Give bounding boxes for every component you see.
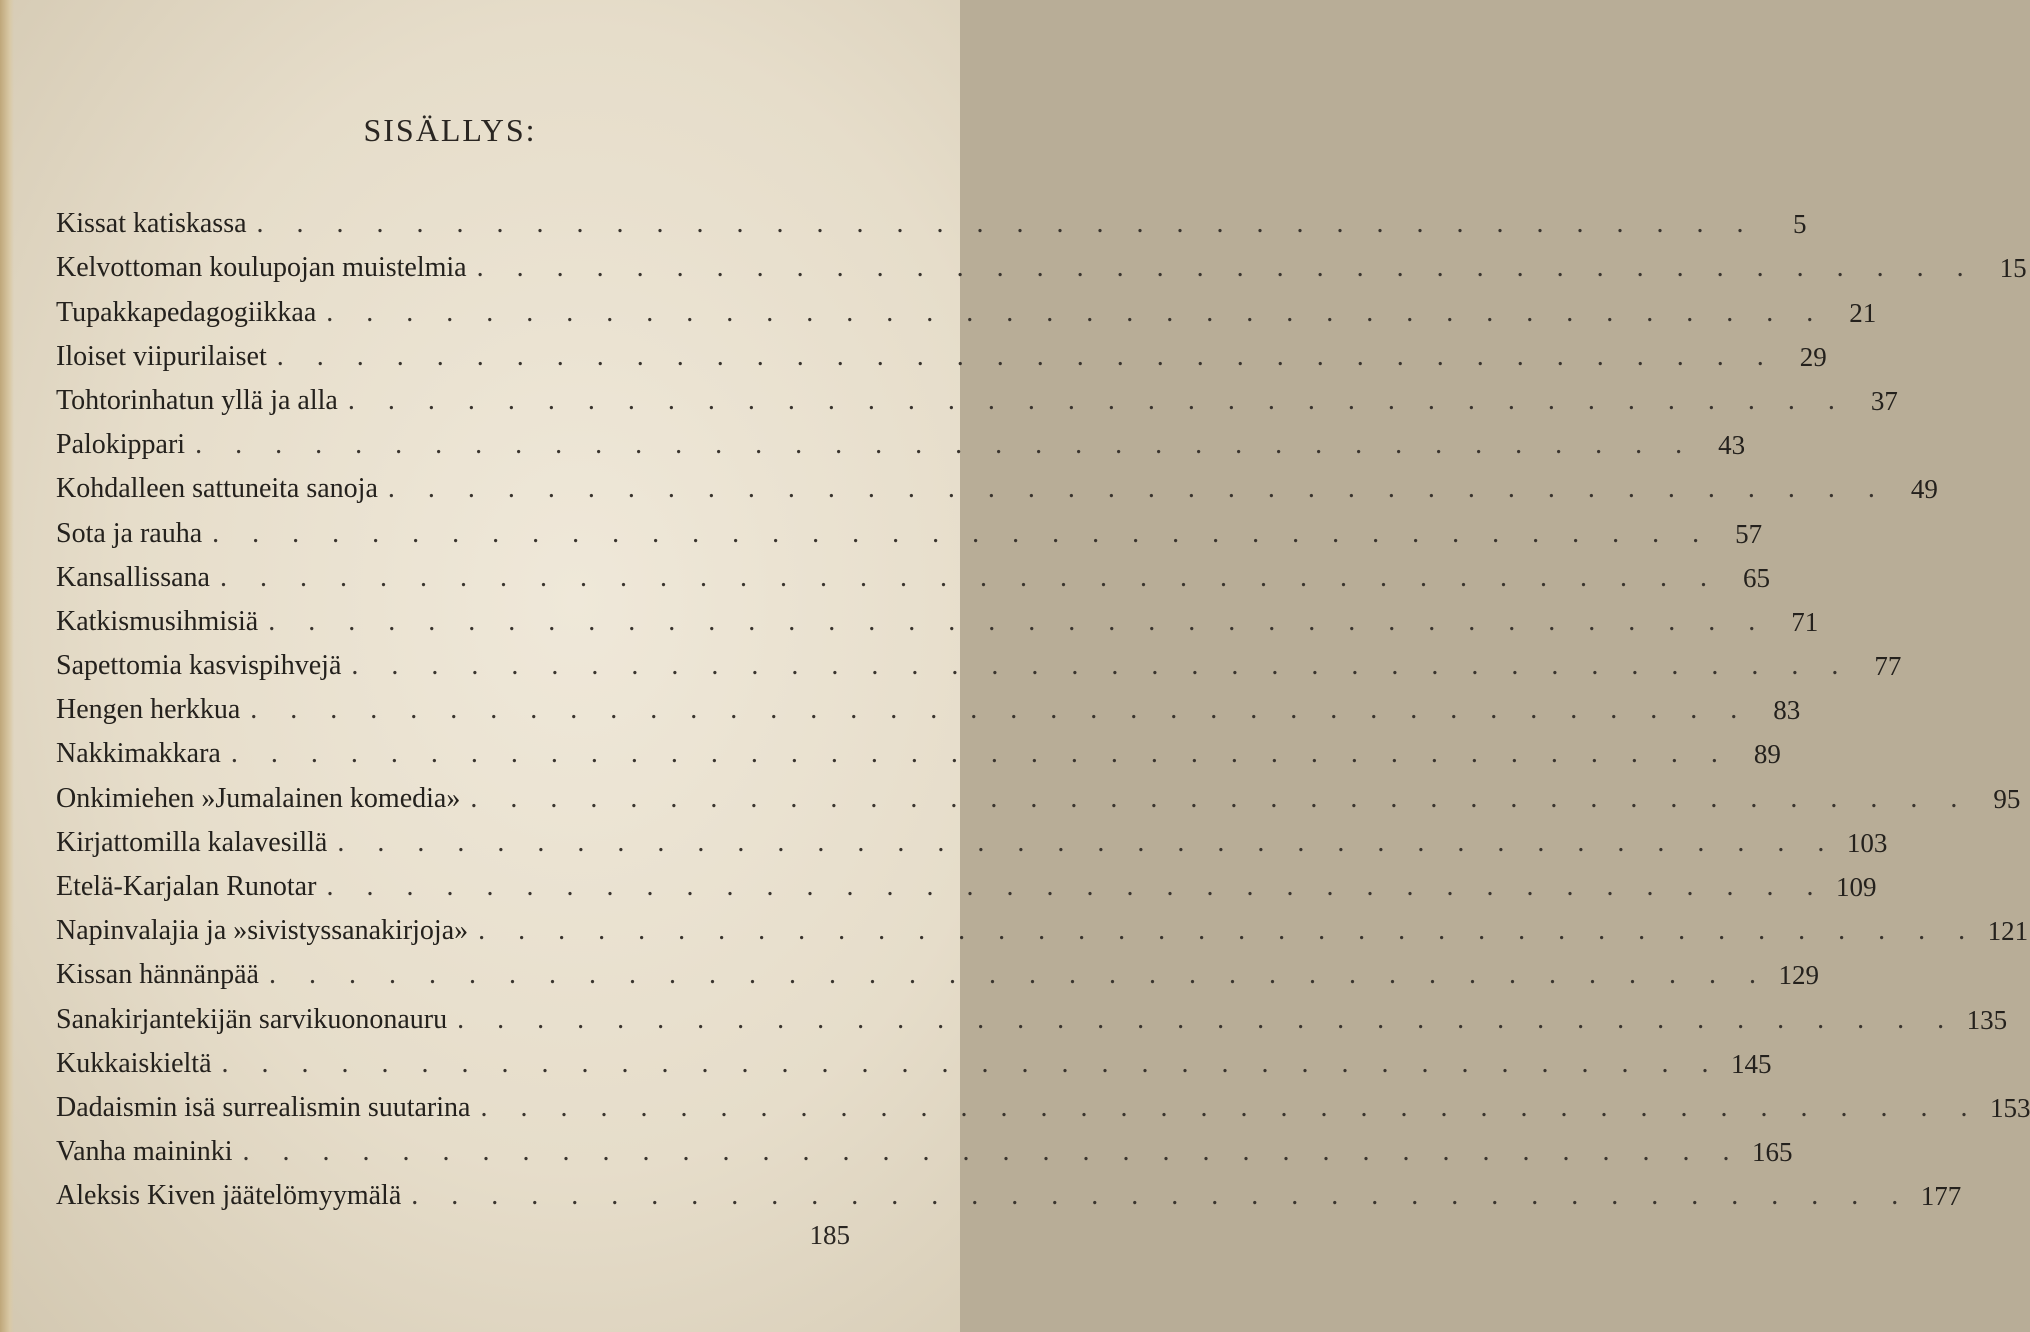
toc-entry (56, 638, 1902, 682)
toc-entry (56, 859, 1877, 903)
toc-entry-page: 103 (1846, 827, 1888, 858)
toc-entry-title: Kelvottoman koulupojan muistelmia (56, 252, 467, 284)
toc-entry (56, 1036, 1772, 1080)
toc-entry-title: Tohtorinhatun yllä ja alla (56, 384, 338, 416)
toc-entry (56, 329, 1827, 373)
toc-dot-leader: . . . . . . . . . . . . . . . . . . . . . . . . . . . . . . . . . . . . . . (387, 473, 1888, 505)
toc-entry (56, 550, 1770, 594)
toc-entry-title: Kissat katiskassa (56, 208, 247, 240)
toc-dot-leader: . . . . . . . . . . . . . . . . . . . . . . . . . . . . . . . . . . . . . . (326, 871, 1827, 902)
toc-entry-page: 153 (1989, 1092, 2030, 1123)
toc-entry (56, 815, 1888, 859)
toc-dot-leader: . . . . . . . . . . . . . . . . . . . . . . . . . . . . . . . . . . . . . . (480, 1091, 1981, 1123)
toc-entry-title: Napinvalajia ja »sivistyssanakirjoja» (56, 915, 469, 947)
page-edge (0, 0, 14, 1332)
toc-dot-leader: . . . . . . . . . . . . . . . . . . . . . . . . . . . . . . . . . . . . . . (242, 1136, 1743, 1168)
toc-dot-leader: . . . . . . . . . . . . . . . . . . . . . . . . . . . . . . . . . . . . . . (347, 384, 1848, 416)
toc-entry (56, 991, 2008, 1035)
toc-entry-title: Kukkaiskieltä (56, 1047, 212, 1079)
toc-entry (56, 1080, 2030, 1124)
toc-entry-page: 49 (1910, 474, 1938, 505)
toc-entry-page: 165 (1752, 1137, 1793, 1168)
toc-entry-title: Kirjattomilla kalavesillä (56, 826, 328, 858)
toc-dot-leader: . . . . . . . . . . . . . . . . . . . . . . . . . . . . . . . . . . . . . . (195, 429, 1696, 461)
toc-entry (56, 594, 1819, 638)
toc-dot-leader: . . . . . . . . . . . . . . . . . . . . . . . . . . . . . . . . . . . . . . (478, 915, 1979, 947)
toc-entry-title: Vanha maininki (56, 1136, 233, 1168)
toc-entry-page: 121 (1987, 916, 2029, 947)
toc-dot-leader: . . . . . . . . . . . . . . . . . . . . . . . . . . . . . . . . . . . . . . (476, 252, 1977, 284)
toc-dot-leader: . . . . . . . . . . . . . . . . . . . . . . . . . . . . . . . . . . . . . . (256, 208, 1757, 240)
toc-entry-page: 77 (1874, 651, 1902, 682)
toc-dot-leader: . . . . . . . . . . . . . . . . . . . . . . . . . . . . . . . . . . . . . . (326, 296, 1827, 328)
toc-dot-leader: . . . . . . . . . . . . . . . . . . . . . . . . . . . . . . . . . . . . . . (212, 517, 1713, 549)
toc-entry-page: 89 (1753, 739, 1781, 770)
toc-entry-page: 65 (1742, 562, 1770, 593)
toc-dot-leader: . . . . . . . . . . . . . . . . . . . . . . . . . . . . . . . . . . . . . . (351, 650, 1852, 682)
toc-entry (56, 726, 1781, 770)
toc-dot-leader: . . . . . . . . . . . . . . . . . . . . . . . . . . . . . . . . . . . . . . (230, 738, 1731, 770)
toc-entry (56, 373, 1898, 417)
toc-entry-title: Iloiset viipurilaiset (56, 340, 267, 372)
toc-dot-leader: . . . . . . . . . . . . . . . . . . . . . . . . . . . . . . . . . . . . . . (457, 1003, 1958, 1035)
toc-entry-title: Sota ja rauha (56, 517, 203, 549)
toc-entry-page: 29 (1799, 341, 1827, 372)
toc-dot-leader: . . . . . . . . . . . . . . . . . . . . . . . . . . . . . . . . . . . . . . (268, 605, 1769, 637)
toc-entry (56, 196, 1807, 240)
toc-entry-title: Kohdalleen sattuneita sanoja (56, 473, 378, 505)
toc-entry-page: 37 (1870, 385, 1898, 416)
toc-entry (56, 1168, 1962, 1212)
toc-entry-page: 95 (1993, 783, 2021, 814)
page-number: 185 (809, 1220, 850, 1250)
toc-entry-page: 83 (1773, 695, 1801, 726)
toc-entry (56, 417, 1746, 461)
toc-dot-leader: . . . . . . . . . . . . . . . . . . . . . . . . . . . . . . . . . . . . . . (470, 782, 1971, 814)
toc-entry-page: 5 (1793, 209, 1807, 240)
toc-entry-title: Onkimiehen »Jumalainen komedia» (56, 782, 461, 814)
toc-entry (56, 903, 2029, 947)
toc-entry-title: Sanakirjantekijän sarvikuononauru (56, 1003, 448, 1035)
toc-entry-page: 135 (1966, 1004, 2008, 1035)
toc-entry (56, 240, 2027, 284)
toc-entry-page: 129 (1778, 960, 1819, 991)
toc-entry-title: Tupakkapedagogiikkaa (56, 296, 317, 328)
toc-entry (56, 461, 1938, 505)
toc-entry-page: 15 (1999, 253, 2027, 284)
toc-entry (56, 770, 2021, 814)
toc-dot-leader: . . . . . . . . . . . . . . . . . . . . . . . . . . . . . . . . . . . . . . (250, 694, 1751, 726)
toc-entry-title: Hengen herkkua (56, 694, 241, 726)
toc-entry-page: 71 (1791, 606, 1819, 637)
toc-entry (56, 947, 1819, 991)
table-of-contents (56, 196, 2030, 1212)
toc-dot-leader: . . . . . . . . . . . . . . . . . . . . . . . . . . . . . . . . . . . . . . (411, 1180, 1912, 1212)
toc-entry (56, 284, 1877, 328)
toc-entry-title: Katkismusihmisiä (56, 605, 259, 637)
toc-entry-page: 145 (1731, 1048, 1772, 1079)
toc-entry-title: Sapettomia kasvispihvejä (56, 650, 342, 682)
toc-entry-title: Dadaismin isä surrealismin suutarina (56, 1091, 471, 1123)
toc-entry-title: Etelä-Karjalan Runotar (56, 871, 317, 902)
toc-entry-page: 177 (1920, 1181, 1962, 1212)
toc-entry-title: Aleksis Kiven jäätelömyymälä (56, 1180, 402, 1212)
toc-entry-page: 43 (1718, 430, 1746, 461)
toc-entry-title: Nakkimakkara (56, 738, 221, 770)
toc-dot-leader: . . . . . . . . . . . . . . . . . . . . . . . . . . . . . . . . . . . . . . (219, 561, 1720, 593)
toc-dot-leader: . . . . . . . . . . . . . . . . . . . . . . . . . . . . . . . . . . . . . . (268, 959, 1769, 991)
page-title: SISÄLLYS: (363, 112, 537, 148)
toc-entry-title: Kansallissana (56, 561, 210, 593)
toc-entry-title: Palokippari (56, 429, 186, 461)
toc-entry-page: 57 (1735, 518, 1763, 549)
toc-entry-page: 21 (1849, 297, 1877, 328)
toc-entry-page: 109 (1835, 872, 1877, 902)
toc-entry-title: Kissan hännänpää (56, 959, 259, 991)
toc-dot-leader: . . . . . . . . . . . . . . . . . . . . . . . . . . . . . . . . . . . . . . (221, 1047, 1722, 1079)
toc-entry (56, 682, 1801, 726)
toc-dot-leader: . . . . . . . . . . . . . . . . . . . . . . . . . . . . . . . . . . . . . . (337, 826, 1838, 858)
toc-entry (56, 1124, 1793, 1168)
toc-dot-leader: . . . . . . . . . . . . . . . . . . . . . . . . . . . . . . . . . . . . . . (276, 340, 1777, 372)
toc-entry (56, 505, 1763, 549)
